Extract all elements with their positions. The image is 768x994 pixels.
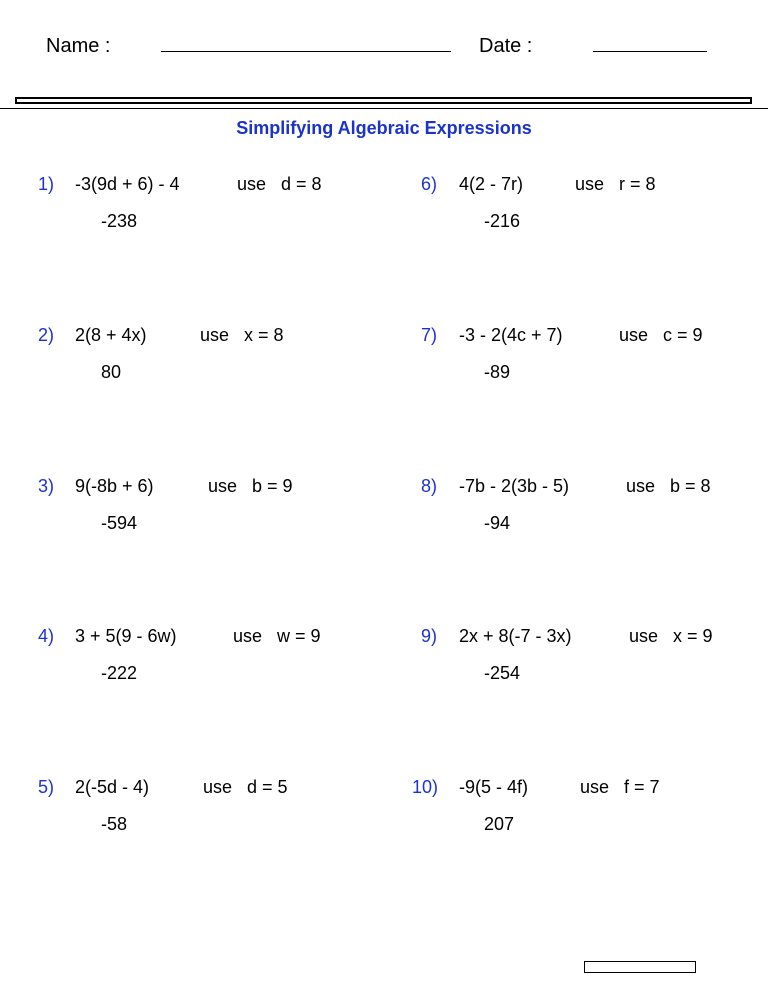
problem-expression: -7b - 2(3b - 5) — [459, 476, 570, 496]
problem-answer: -254 — [484, 663, 521, 683]
problem-3 — [0, 475, 384, 535]
problem-use-value: use b = 8 — [626, 476, 711, 496]
date-field-line[interactable] — [593, 51, 707, 52]
problem-use-value: use c = 9 — [619, 325, 703, 345]
title-divider-rule — [0, 108, 768, 109]
problem-answer: 80 — [101, 362, 122, 382]
date-label: Date : — [479, 35, 533, 57]
problem-number: 2) — [38, 325, 55, 345]
problem-number: 3) — [38, 476, 55, 496]
problem-answer: -238 — [101, 211, 138, 231]
problem-number: 1) — [38, 174, 55, 194]
problem-use-value: use d = 5 — [203, 777, 288, 797]
worksheet-title: Simplifying Algebraic Expressions — [236, 118, 532, 138]
problem-answer: -94 — [484, 513, 511, 533]
problem-number: 10) — [412, 777, 439, 797]
problem-number: 9) — [421, 626, 438, 646]
problem-expression: -3 - 2(4c + 7) — [459, 325, 563, 345]
problem-number: 5) — [38, 777, 55, 797]
problem-use-value: use b = 9 — [208, 476, 293, 496]
problem-number: 6) — [421, 174, 438, 194]
problem-expression: -3(9d + 6) - 4 — [75, 174, 180, 194]
problem-6 — [384, 173, 768, 233]
problem-answer: -89 — [484, 362, 511, 382]
problem-4 — [0, 625, 384, 685]
problem-use-value: use r = 8 — [575, 174, 656, 194]
problem-use-value: use w = 9 — [233, 626, 321, 646]
problem-answer: -58 — [101, 814, 128, 834]
problem-number: 4) — [38, 626, 55, 646]
problem-expression: -9(5 - 4f) — [459, 777, 529, 797]
problem-use-value: use d = 8 — [237, 174, 322, 194]
problem-use-value: use x = 9 — [629, 626, 713, 646]
problem-9 — [384, 625, 768, 685]
problem-10 — [384, 776, 768, 836]
name-label: Name : — [46, 35, 111, 57]
problem-expression: 4(2 - 7r) — [459, 174, 524, 194]
name-field-line[interactable] — [161, 51, 451, 52]
problem-answer: 207 — [484, 814, 515, 834]
problem-answer: -222 — [101, 663, 138, 683]
title-divider-bar — [15, 97, 752, 104]
problem-5 — [0, 776, 384, 836]
problem-number: 7) — [421, 325, 438, 345]
problem-answer: -594 — [101, 513, 138, 533]
problem-7 — [384, 324, 768, 384]
problem-number: 8) — [421, 476, 438, 496]
problem-expression: 2x + 8(-7 - 3x) — [459, 626, 572, 646]
problem-1 — [0, 173, 384, 233]
problem-answer: -216 — [484, 211, 521, 231]
problem-2 — [0, 324, 384, 384]
problem-use-value: use x = 8 — [200, 325, 284, 345]
problem-expression: 2(8 + 4x) — [75, 325, 147, 345]
problem-8 — [384, 475, 768, 535]
problem-expression: 2(-5d - 4) — [75, 777, 150, 797]
problem-expression: 3 + 5(9 - 6w) — [75, 626, 177, 646]
problem-expression: 9(-8b + 6) — [75, 476, 154, 496]
footer-box — [584, 961, 696, 973]
problem-use-value: use f = 7 — [580, 777, 660, 797]
